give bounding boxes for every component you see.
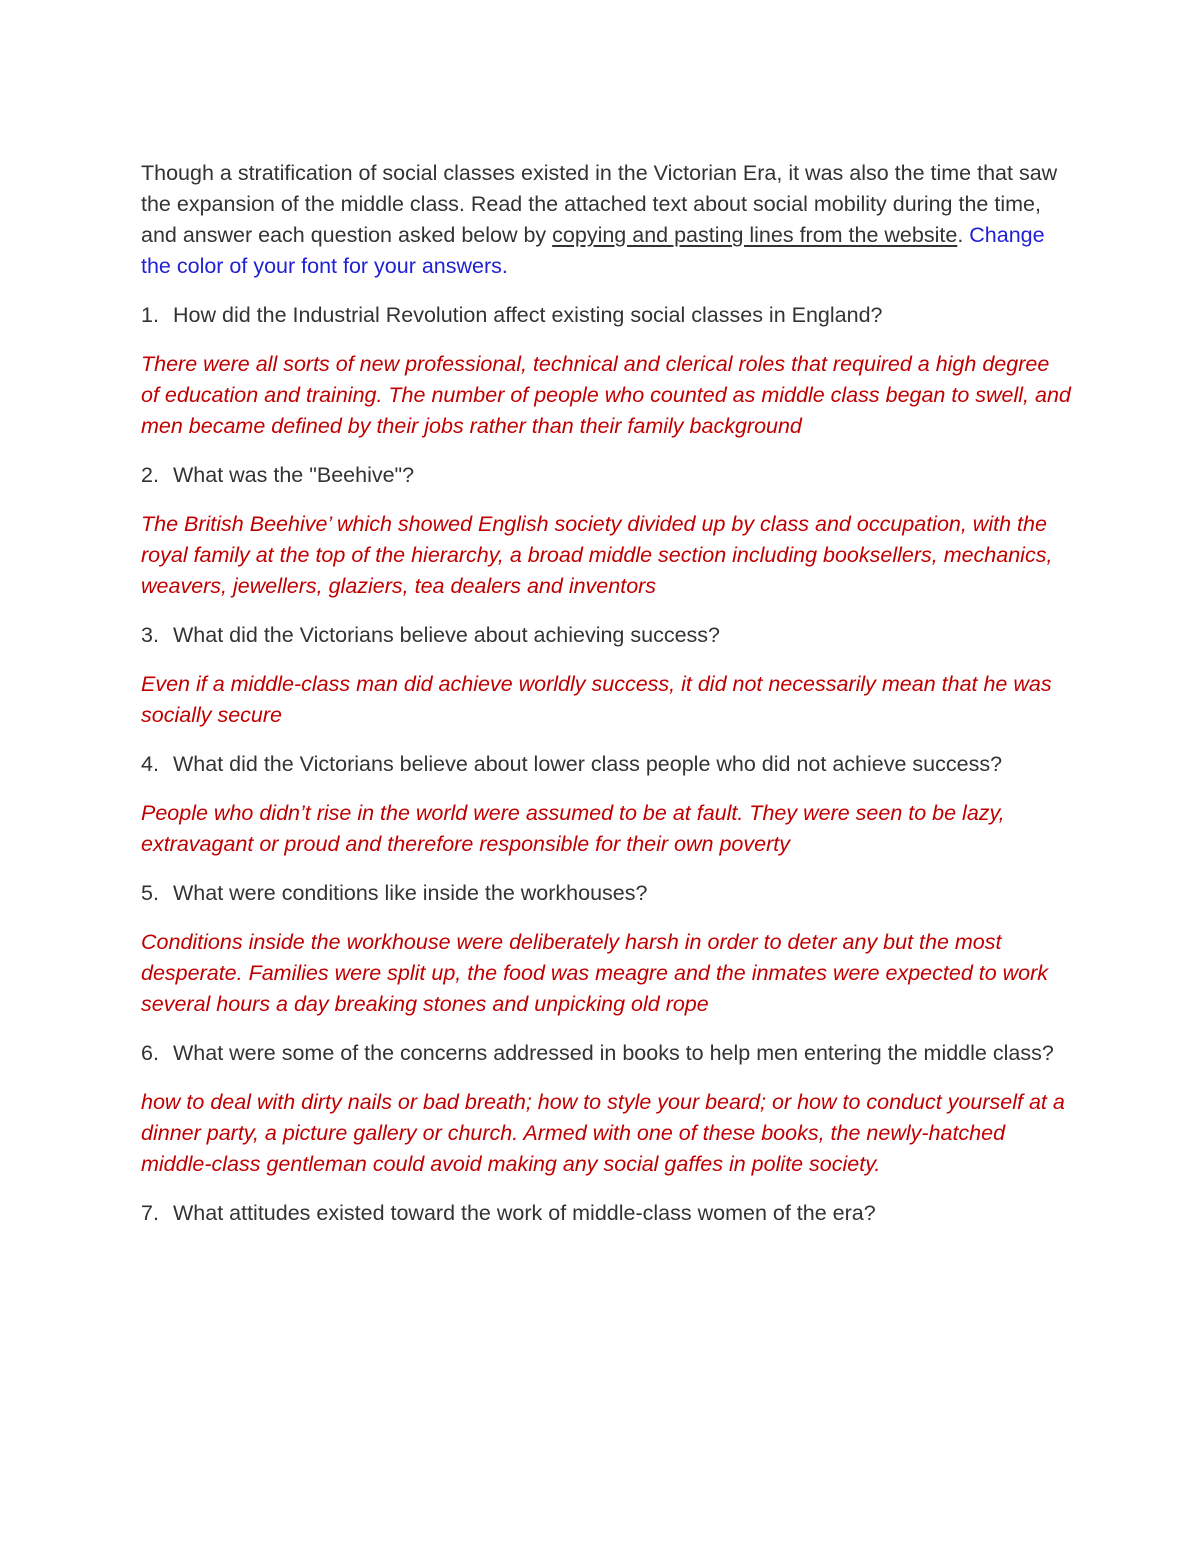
question-number: 3. [141, 623, 159, 647]
question-text: What attitudes existed toward the work of middle-class women of the era? [173, 1201, 876, 1225]
question-7 [141, 1198, 1071, 1229]
answer-1[interactable]: There were all sorts of new professional, technical and clerical roles that required a high degree of education and training. The number of people who counted as middle class began to swell, and men became defined by their jobs rather than their family background [141, 352, 1071, 438]
intro-text-after-link: . [957, 223, 970, 247]
answer-color-instruction: Change the color of your font for your answers. [141, 223, 1045, 278]
website-link-text[interactable]: copying and pasting lines from the website [552, 223, 958, 247]
answer-6[interactable]: how to deal with dirty nails or bad breath; how to style your beard; or how to conduct yourself at a dinner party, a picture gallery or church. Armed with one of these books, the newly-hatched middle-class gentleman could avoid making any social gaffes in polite society. [141, 1090, 1065, 1176]
question-number: 7. [141, 1201, 159, 1225]
question-answer-list [141, 300, 1071, 1229]
question-text: How did the Industrial Revolution affect existing social classes in England? [173, 303, 883, 327]
intro-paragraph [141, 158, 1071, 282]
question-1 [141, 300, 1071, 331]
question-number: 6. [141, 1041, 159, 1065]
document-page [141, 158, 1071, 1247]
answer-3[interactable]: Even if a middle-class man did achieve worldly success, it did not necessarily mean that he was socially secure [141, 672, 1052, 727]
answer-2[interactable]: The British Beehive’ which showed English society divided up by class and occupation, with the royal family at the top of the hierarchy, a broad middle section including booksellers, mechanics, weavers, jewellers, glaziers, tea dealers and inventors [141, 512, 1053, 598]
answer-5[interactable]: Conditions inside the workhouse were deliberately harsh in order to deter any but the most desperate. Families were split up, the food was meagre and the inmates were expected to work several hours a day breaking stones and unpicking old rope [141, 930, 1049, 1016]
question-6 [141, 1038, 1071, 1069]
question-4 [141, 749, 1071, 780]
question-3 [141, 620, 1071, 651]
intro-text: Though a stratification of social classes existed in the Victorian Era, it was also the time that saw the expansion of the middle class. Read the attached text about social mobility during the time, and answer each question asked below by [141, 161, 1058, 247]
question-number: 4. [141, 752, 159, 776]
question-number: 2. [141, 463, 159, 487]
question-5 [141, 878, 1071, 909]
question-number: 1. [141, 303, 159, 327]
question-text: What were conditions like inside the workhouses? [173, 881, 648, 905]
question-text: What was the "Beehive"? [173, 463, 415, 487]
question-text: What did the Victorians believe about achieving success? [173, 623, 720, 647]
answer-4[interactable]: People who didn’t rise in the world were assumed to be at fault. They were seen to be lazy, extravagant or proud and therefore responsible for their own poverty [141, 801, 1005, 856]
question-text: What were some of the concerns addressed in books to help men entering the middle class? [173, 1041, 1054, 1065]
question-text: What did the Victorians believe about lower class people who did not achieve success? [173, 752, 1003, 776]
question-number: 5. [141, 881, 159, 905]
question-2 [141, 460, 1071, 491]
